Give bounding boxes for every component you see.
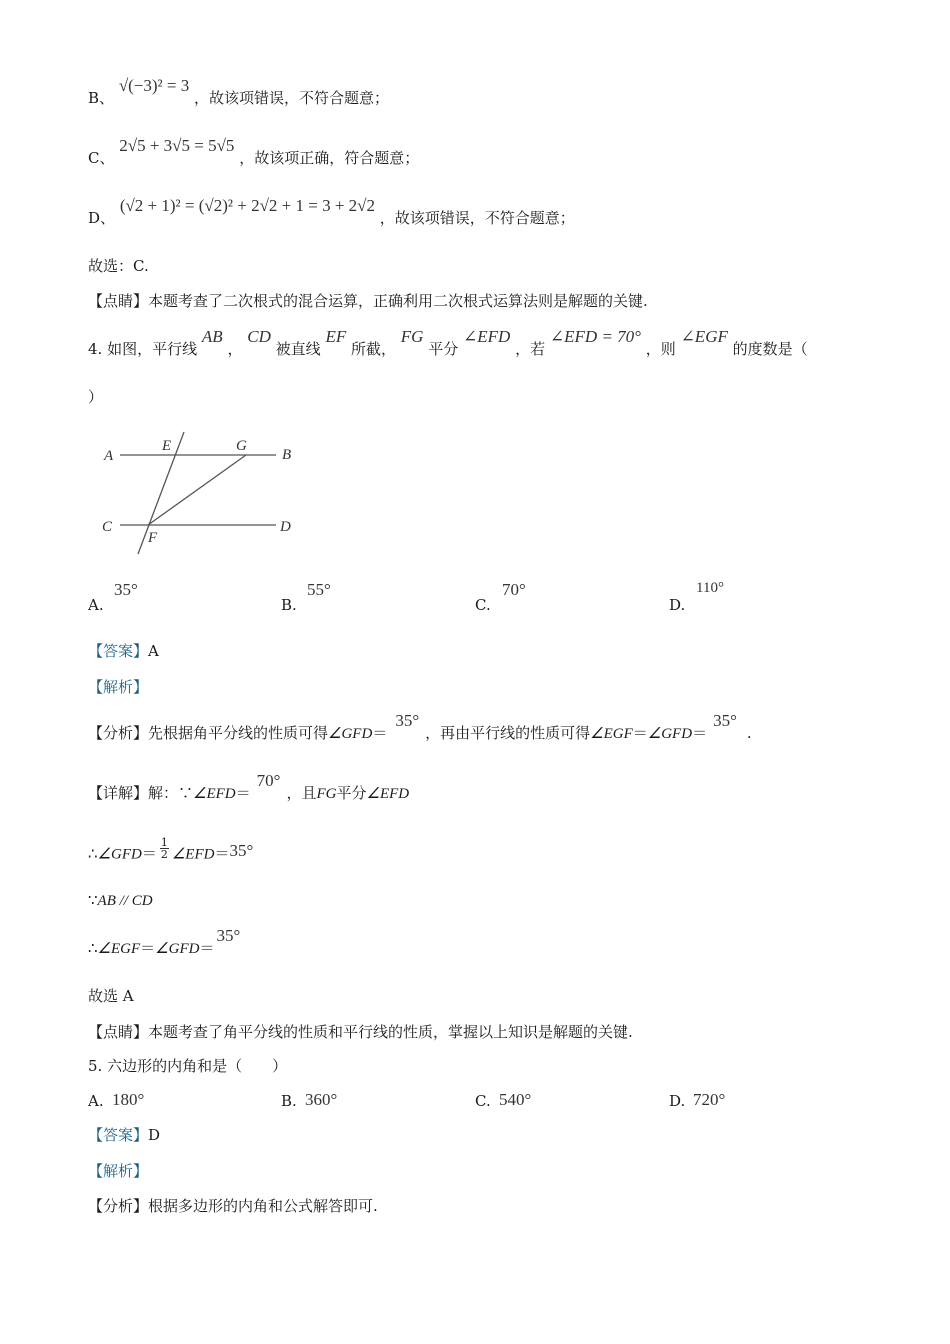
option-c-math: 2√5 + 3√5 = 5√5	[119, 136, 235, 155]
q4-fg: FG	[400, 327, 424, 346]
q4-text-b: 被直线	[275, 340, 321, 358]
q4-option-b-letter: B.	[281, 596, 297, 614]
parallel-lines-figure	[96, 430, 306, 558]
label-b: B	[282, 447, 292, 463]
label-a: A	[104, 448, 114, 464]
q4-step1-angle2: ∠EFD	[171, 846, 215, 863]
q4-comma: ，	[227, 340, 243, 358]
option-b-math: √(−3)² = 3	[118, 76, 190, 95]
q4-xj-value: 70°	[256, 771, 281, 790]
q4-step1-denominator: 2	[160, 848, 168, 861]
q4-step1-therefore: ∴	[88, 844, 98, 863]
q4-step1-fraction	[160, 837, 169, 860]
q4-step3-angle-egf: ∠EGF	[97, 941, 141, 957]
q4-option-d-letter: D.	[669, 596, 686, 614]
q4-cd: CD	[247, 327, 271, 346]
q5-option-a-letter: A.	[88, 1092, 104, 1110]
q4-xj-text-a: 解：∵	[148, 784, 194, 802]
q4-text-a: 4. 如图，平行线	[88, 340, 198, 358]
option-b-text: ，故该项错误，不符合题意；	[194, 89, 390, 107]
q4-xj-text-c: 平分	[336, 784, 367, 802]
q4-fenxi-angle-gfd: ∠GFD	[328, 726, 373, 742]
q5-fenxi	[88, 1196, 378, 1216]
q4-condition: ∠EFD = 70°	[549, 327, 641, 346]
q4-dianjing-tag: 【点睛】	[88, 1023, 149, 1041]
question-5-stem: 5. 六边形的内角和是（ ）	[88, 1057, 288, 1075]
q4-step3-therefore: ∴	[88, 939, 98, 957]
q4-answer	[88, 641, 159, 661]
q4-step1-eq: ＝	[141, 844, 157, 863]
q4-close-paren: ）	[88, 388, 104, 406]
q4-step2	[88, 890, 153, 911]
question-4-stem	[88, 327, 808, 359]
q4-step1-value: 35°	[229, 840, 254, 860]
q4-jiexi-tag: 【解析】	[88, 678, 149, 696]
q4-step2-parallel: AB // CD	[97, 893, 153, 909]
q4-option-d-value: 110°	[696, 580, 724, 596]
q5-answer-value: D	[148, 1126, 161, 1144]
q4-option-a-letter: A.	[88, 596, 104, 614]
label-g: G	[236, 438, 247, 454]
q5-option-c-letter: C.	[475, 1092, 491, 1110]
q4-option-a-value: 35°	[114, 580, 138, 599]
q4-fenxi-angle-egf: ∠EGF	[590, 726, 633, 742]
option-c-text: ，故该项正确，符合题意；	[239, 149, 420, 167]
option-c-prefix: C、	[88, 149, 115, 167]
q5-option-b-letter: B.	[281, 1092, 297, 1110]
option-d-line	[88, 196, 575, 228]
q4-step3	[88, 926, 241, 959]
q4-fenxi-value1: 35°	[395, 711, 420, 730]
q4-xj-text-b: ，且	[286, 784, 317, 802]
q4-fenxi-eq2: ＝	[632, 724, 648, 742]
q4-ef: EF	[325, 327, 347, 346]
q4-fenxi-value2: 35°	[713, 711, 737, 730]
q4-choose: 故选 A	[88, 987, 134, 1005]
q4-xj-efd: ∠EFD	[366, 786, 410, 802]
q4-text-d: 平分	[428, 340, 459, 358]
label-e: E	[162, 438, 172, 454]
q4-step1-angle: ∠GFD	[97, 846, 142, 863]
q4-option-c-letter: C.	[475, 596, 491, 614]
q4-option-b-value: 55°	[307, 580, 331, 599]
q5-option-b-value: 360°	[305, 1090, 338, 1109]
label-f: F	[148, 530, 158, 546]
q4-xj-fg: FG	[316, 786, 337, 802]
q4-answer-value: A	[148, 642, 159, 660]
option-d-prefix: D、	[88, 209, 116, 227]
q5-option-a-value: 180°	[112, 1090, 145, 1109]
q4-fenxi-text-b: ，再由平行线的性质可得	[425, 724, 591, 742]
q4-step3-angle-gfd: ∠GFD	[155, 941, 200, 957]
q5-fenxi-tag: 【分析】	[88, 1197, 149, 1215]
q4-fenxi-eq1: ＝	[372, 724, 388, 742]
q5-answer-tag: 【答案】	[88, 1126, 149, 1144]
option-d-text: ，故该项错误，不符合题意；	[379, 209, 575, 227]
q4-angle-efd: ∠EFD	[463, 327, 511, 346]
q4-fenxi-text-a: 先根据角平分线的性质可得	[148, 724, 329, 742]
q5-option-c-value: 540°	[499, 1090, 532, 1109]
q4-fenxi-end: .	[746, 724, 752, 742]
dianjing-q3	[88, 291, 648, 311]
q4-text-g: 的度数是（	[732, 340, 808, 358]
q4-text-f: ，则	[645, 340, 676, 358]
q4-xj-eq: ＝	[235, 784, 251, 802]
q4-xj-angle: ∠EFD	[193, 786, 236, 802]
q4-angle-egf: ∠EGF	[680, 327, 728, 346]
q4-dianjing-text: 本题考查了角平分线的性质和平行线的性质，掌握以上知识是解题的关键.	[148, 1023, 633, 1041]
q5-answer	[88, 1125, 160, 1145]
choose-c: 故选：C.	[88, 257, 149, 275]
q5-option-d-letter: D.	[669, 1092, 686, 1110]
option-b-prefix: B、	[88, 89, 115, 107]
dianjing-q3-text: 本题考查了二次根式的混合运算，正确利用二次根式运算法则是解题的关键.	[148, 292, 648, 310]
q4-dianjing	[88, 1022, 633, 1042]
q4-xiangjie-tag: 【详解】	[88, 784, 149, 802]
q4-text-c: 所截，	[351, 340, 397, 358]
q4-option-c-value: 70°	[502, 580, 526, 599]
dianjing-q3-tag: 【点睛】	[88, 292, 149, 310]
q5-fenxi-text: 根据多边形的内角和公式解答即可.	[148, 1197, 378, 1215]
q4-step2-because: ∵	[88, 891, 98, 909]
q4-step3-value: 35°	[216, 926, 241, 945]
option-d-math: (√2 + 1)² = (√2)² + 2√2 + 1 = 3 + 2√2	[119, 196, 375, 215]
q4-ab: AB	[201, 327, 223, 346]
q4-fenxi-tag: 【分析】	[88, 724, 149, 742]
q4-step1-numerator: 1	[160, 836, 168, 849]
label-c: C	[102, 519, 113, 535]
label-d: D	[280, 519, 291, 535]
q4-text-e: ，若	[515, 340, 546, 358]
q4-step3-eq2: ＝	[199, 939, 215, 957]
q5-jiexi-tag: 【解析】	[88, 1162, 149, 1180]
q4-fenxi-eq3: ＝	[692, 724, 708, 742]
option-c-line	[88, 136, 420, 168]
line-ef	[138, 432, 184, 554]
q4-step1	[88, 836, 254, 866]
q5-option-d-value: 720°	[693, 1090, 726, 1109]
q4-fenxi	[88, 711, 752, 744]
q4-step1-eq2: ＝	[214, 844, 230, 863]
q4-answer-tag: 【答案】	[88, 642, 149, 660]
q4-fenxi-angle-gfd-2: ∠GFD	[647, 726, 693, 742]
q4-step3-eq: ＝	[140, 939, 156, 957]
option-b-line	[88, 76, 390, 108]
q4-xiangjie	[88, 771, 410, 804]
